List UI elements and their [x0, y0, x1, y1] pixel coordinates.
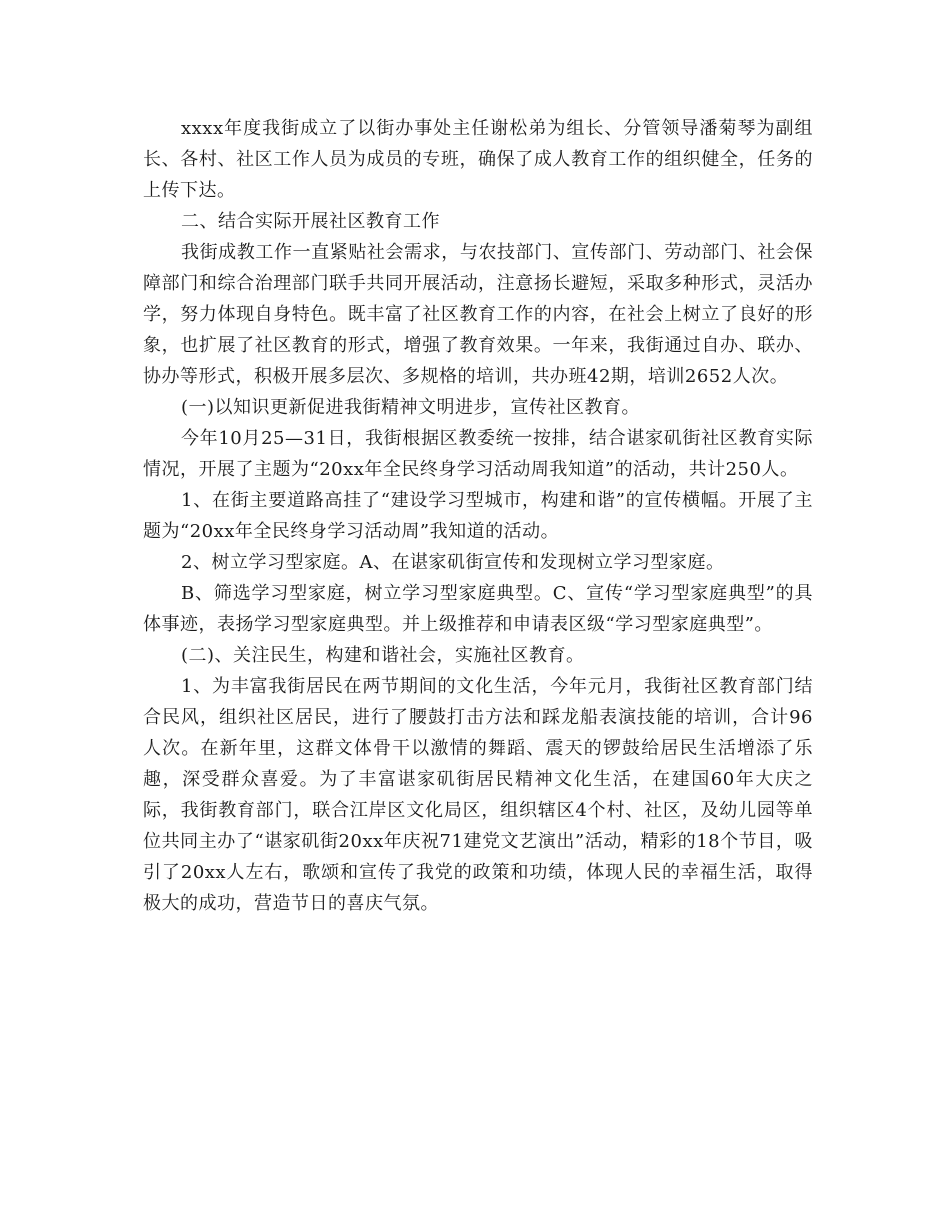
paragraph-organization: xxxx年度我街成立了以街办事处主任谢松弟为组长、分管领导潘菊琴为副组长、各村、社区工作人员为成员的专班，确保了成人教育工作的组织健全，任务的上传下达。 — [143, 118, 813, 201]
paragraph-community-work: 我街成教工作一直紧贴社会需求，与农技部门、宣传部门、劳动部门、社会保障部门和综合治理部门联手共同开展活动，注意扬长避短，采取多种形式，灵活办学，努力体现自身特色。既丰富了社区教育工作的内容，在社会上树立了良好的形象，也扩展了社区教育的形式，增强了教育效果。一年来，我街通过自办、联办、协办等形式，积极开展多层次、多规格的培训，共办班42期，培训2652人次。 — [143, 242, 813, 387]
subheading-part-one: (一)以知识更新促进我街精神文明进步，宣传社区教育。 — [181, 397, 641, 418]
list-item-family-model: B、筛选学习型家庭，树立学习型家庭典型。C、宣传“学习型家庭典型”的具体事迹，表扬学习型家庭典型。并上级推荐和申请表区级“学习型家庭典型”。 — [143, 583, 813, 635]
paragraph-cultural-life: 1、为丰富我街居民在两节期间的文化生活，今年元月，我街社区教育部门结合民风，组织社区居民，进行了腰鼓打击方法和踩龙船表演技能的培训，合计96人次。在新年里，这群文体骨干以激情的舞蹈、震天的锣鼓给居民生活增添了乐趣，深受群众喜爱。为了丰富谌家矶街居民精神文化生活，在建国60年大庆之际，我街教育部门，联合江岸区文化局区，组织辖区4个村、社区，及幼儿园等单位共同主办了“谌家矶街20xx年庆祝71建党文艺演出”活动，精彩的18个节目，吸引了20xx人左右，歌颂和宣传了我党的政策和功绩，体现人民的幸福生活，取得极大的成功，营造节日的喜庆气氛。 — [143, 676, 813, 914]
list-item-learning-family: 2、树立学习型家庭。A、在谌家矶街宣传和发现树立学习型家庭。 — [181, 552, 725, 573]
list-item-banner: 1、在街主要道路高挂了“建设学习型城市，构建和谐”的宣传横幅。开展了主题为“20xx年全民终身学习活动周”我知道的活动。 — [143, 490, 813, 542]
paragraph-learning-week: 今年10月25—31日，我街根据区教委统一按排，结合谌家矶街社区教育实际情况，开展了主题为“20xx年全民终身学习活动周我知道”的活动，共计250人。 — [143, 428, 813, 480]
subheading-part-two: (二)、关注民生，构建和谐社会，实施社区教育。 — [181, 645, 585, 666]
document-body — [143, 113, 813, 919]
heading-section-two: 二、结合实际开展社区教育工作 — [181, 211, 440, 232]
